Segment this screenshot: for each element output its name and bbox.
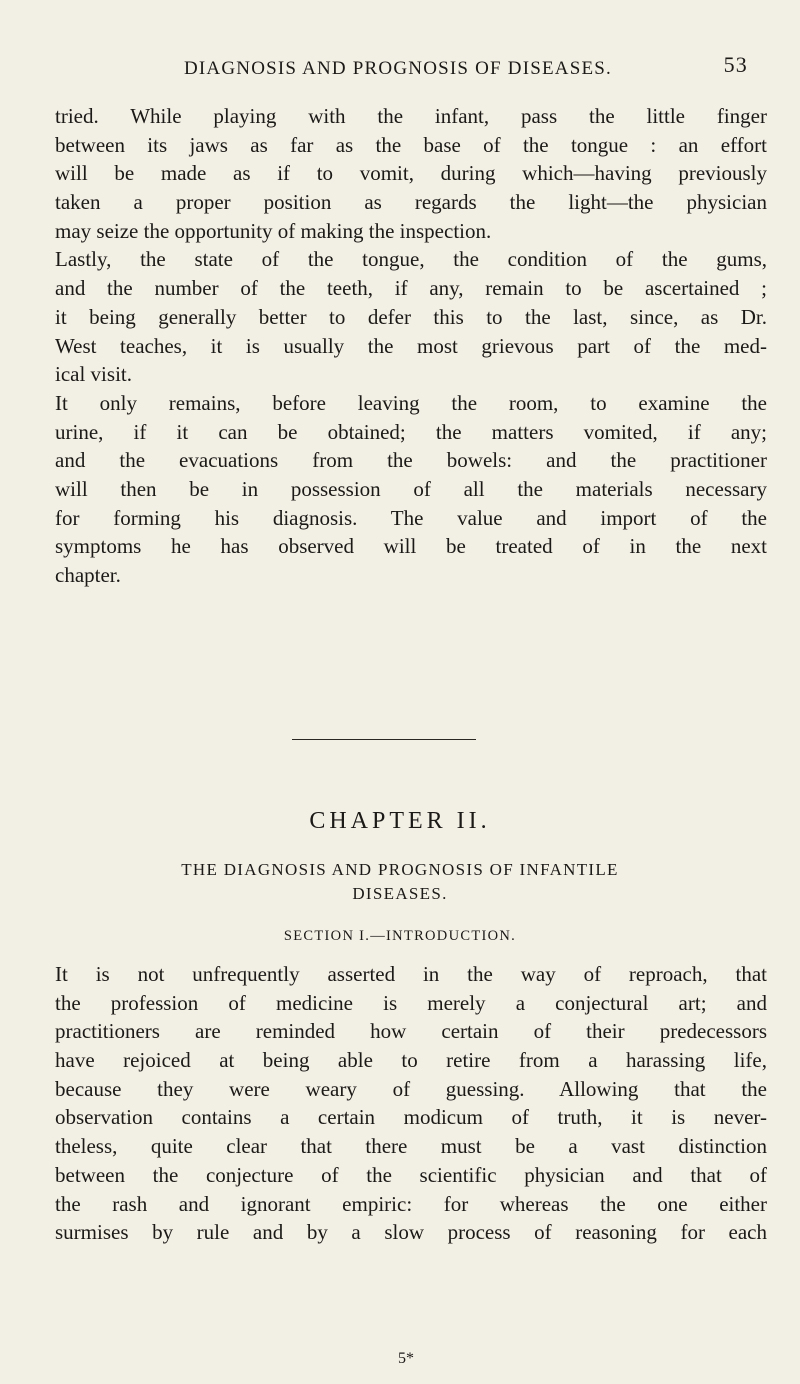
text-line: chapter. <box>55 563 121 587</box>
body-text-bottom <box>55 960 767 1247</box>
text-line: the profession of medicine is merely a conjectural art; and <box>55 990 767 1015</box>
running-head-title: DIAGNOSIS AND PROGNOSIS OF DISEASES. <box>183 58 612 79</box>
text-line: taken a proper position as regards the light—the physician <box>55 190 767 215</box>
text-line: ical visit. <box>55 362 132 387</box>
text-line: tried. While playing with the infant, pass the little finger <box>55 104 767 128</box>
chapter-title-line-2: DISEASES. <box>352 884 448 903</box>
text-line: and the evacuations from the bowels: and the practitioner <box>55 448 767 473</box>
text-line: because they were weary of guessing. Allowing that the <box>55 1076 767 1101</box>
text-line: and the number of the teeth, if any, remain to be ascertained ; <box>55 276 767 301</box>
text-line: will be made as if to vomit, during which—having previously <box>55 161 767 186</box>
section-heading: SECTION I.—INTRODUCTION. <box>283 928 517 944</box>
text-line: symptoms he has observed will be treated of in the next <box>55 534 767 559</box>
text-line: between its jaws as far as the base of the tongue : an effort <box>55 132 767 157</box>
text-line: It is not unfrequently asserted in the way of reproach, that <box>55 962 767 986</box>
text-line: observation contains a certain modicum of truth, it is never- <box>55 1105 767 1130</box>
text-line: practitioners are reminded how certain of their predecessors <box>55 1019 767 1044</box>
text-line: may seize the opportunity of making the inspection. <box>55 218 492 243</box>
text-line: the rash and ignorant empiric: for whereas the one either <box>55 1191 767 1216</box>
text-line: have rejoiced at being able to retire from a harassing life, <box>55 1048 767 1073</box>
text-line: theless, quite clear that there must be a vast distinction <box>55 1134 767 1159</box>
text-line: surmises by rule and by a slow process of reasoning for each <box>55 1220 767 1245</box>
text-line: for forming his diagnosis. The value and import of the <box>55 505 767 530</box>
chapter-title-line-1: THE DIAGNOSIS AND PROGNOSIS OF INFANTILE <box>181 860 619 879</box>
signature-mark: 5* <box>398 1350 414 1367</box>
chapter-divider-rule <box>292 739 476 740</box>
body-text-top <box>55 102 767 590</box>
text-line: between the conjecture of the scientific physician and that of <box>55 1162 767 1187</box>
text-line: urine, if it can be obtained; the matters vomited, if any; <box>55 419 767 444</box>
text-line: will then be in possession of all the materials necessary <box>55 476 767 501</box>
chapter-heading: CHAPTER II. <box>309 808 491 834</box>
running-head <box>108 52 748 88</box>
text-line: West teaches, it is usually the most grievous part of the med- <box>55 333 767 358</box>
text-line: Lastly, the state of the tongue, the condition of the gums, <box>55 247 767 272</box>
text-line: It only remains, before leaving the room, to examine the <box>55 390 767 415</box>
page-number: 53 <box>723 52 748 77</box>
text-line: it being generally better to defer this to the last, since, as Dr. <box>55 304 767 329</box>
